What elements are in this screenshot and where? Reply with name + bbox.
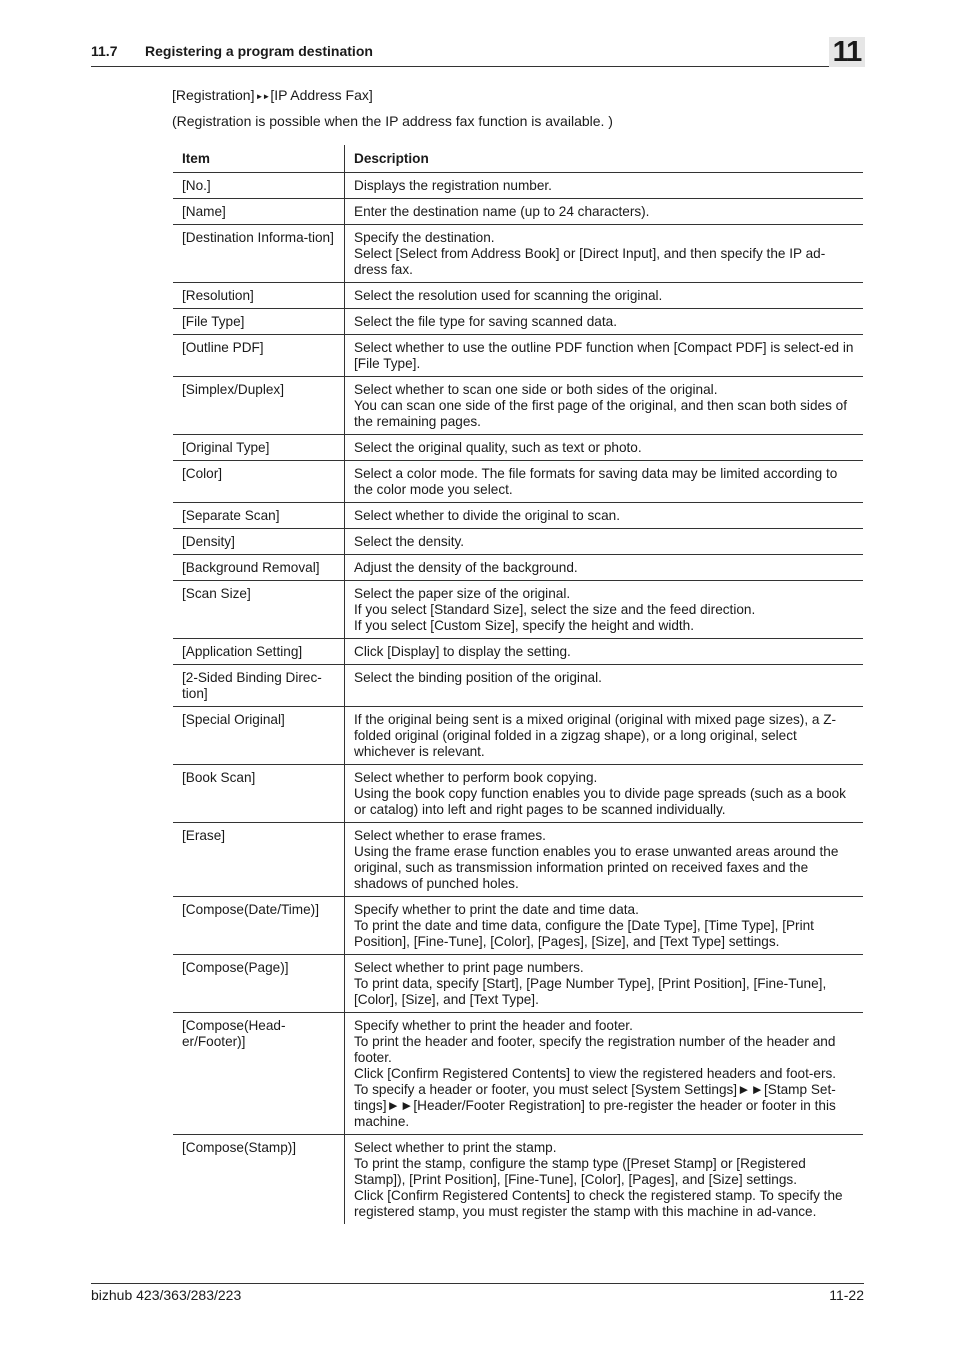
item-cell: [File Type]: [173, 309, 345, 335]
table-row: [173, 435, 863, 461]
item-cell: [Destination Informa-tion]: [173, 225, 345, 283]
description-cell: [345, 581, 864, 639]
description-cell: [345, 225, 864, 283]
description-line: Select a color mode. The file formats for saving data may be limited according to the color mode you select.: [354, 466, 838, 497]
item-cell: [No.]: [173, 173, 345, 199]
description-cell: [345, 309, 864, 335]
table-row: [173, 377, 863, 435]
description-line: Select the resolution used for scanning the original.: [354, 288, 663, 303]
table-row: [173, 309, 863, 335]
navigation-path: [172, 87, 373, 103]
description-line: Enter the destination name (up to 24 characters).: [354, 204, 650, 219]
description-line: Displays the registration number.: [354, 178, 552, 193]
description-line: Select whether to print page numbers.: [354, 960, 584, 975]
item-cell: [Application Setting]: [173, 639, 345, 665]
description-cell: [345, 823, 864, 897]
description-line: Adjust the density of the background.: [354, 560, 578, 575]
description-cell: [345, 555, 864, 581]
description-line: Click [Confirm Registered Contents] to check the registered stamp. To specify the registered stamp, you must register the stamp with this machine in ad-vance.: [354, 1188, 843, 1219]
item-cell: [Density]: [173, 529, 345, 555]
column-header-item: Item: [173, 145, 345, 173]
table-row: [173, 707, 863, 765]
description-line: To print data, specify [Start], [Page Number Type], [Print Position], [Fine-Tune], [Color], [Size], and [Text Type].: [354, 976, 827, 1007]
table-row: [173, 897, 863, 955]
description-line: If you select [Standard Size], select the size and the feed direction.: [354, 602, 756, 617]
description-line: To print the header and footer, specify the registration number of the header and footer.: [354, 1034, 836, 1065]
availability-note: (Registration is possible when the IP address fax function is available. ): [172, 113, 613, 129]
description-line: Specify whether to print the header and footer.: [354, 1018, 633, 1033]
description-cell: [345, 639, 864, 665]
table-row: [173, 581, 863, 639]
description-cell: [345, 897, 864, 955]
description-line: Select the paper size of the original.: [354, 586, 571, 601]
description-line: To specify a header or footer, you must select [System Settings]►►[Stamp Set-tings]►►[Header/Footer Registration] to pre-register the header or footer in this machine.: [354, 1082, 836, 1129]
description-cell: [345, 173, 864, 199]
description-line: Select whether to scan one side or both sides of the original.: [354, 382, 718, 397]
path-registration: [Registration]: [172, 87, 255, 103]
description-line: Specify whether to print the date and time data.: [354, 902, 639, 917]
item-cell: [Compose(Head-er/Footer)]: [173, 1013, 345, 1135]
description-line: Select whether to perform book copying.: [354, 770, 598, 785]
item-cell: [Erase]: [173, 823, 345, 897]
item-cell: [Book Scan]: [173, 765, 345, 823]
description-line: Select whether to erase frames.: [354, 828, 546, 843]
description-cell: [345, 707, 864, 765]
description-line: Using the book copy function enables you to divide page spreads (such as a book or catalog) into left and right pages to be scanned individually.: [354, 786, 846, 817]
description-cell: [345, 377, 864, 435]
description-cell: [345, 461, 864, 503]
item-cell: [2-Sided Binding Direc-tion]: [173, 665, 345, 707]
table-row: [173, 639, 863, 665]
item-cell: [Special Original]: [173, 707, 345, 765]
table-row: [173, 555, 863, 581]
table-body: [173, 173, 863, 1225]
item-cell: [Compose(Page)]: [173, 955, 345, 1013]
description-line: Select the binding position of the original.: [354, 670, 602, 685]
table-row: [173, 823, 863, 897]
description-cell: [345, 283, 864, 309]
page-footer: [91, 1283, 864, 1303]
settings-table: [173, 145, 863, 1224]
description-line: To print the date and time data, configure the [Date Type], [Time Type], [Print Position], [Fine-Tune], [Color], [Pages], [Size], and [Text Type] settings.: [354, 918, 814, 949]
description-line: Click [Confirm Registered Contents] to view the registered headers and foot-ers.: [354, 1066, 837, 1081]
description-cell: [345, 435, 864, 461]
item-cell: [Compose(Date/Time)]: [173, 897, 345, 955]
description-line: Click [Display] to display the setting.: [354, 644, 571, 659]
description-line: To print the stamp, configure the stamp type ([Preset Stamp] or [Registered Stamp]), [Print Position], [Fine-Tune], [Color], [Pages], and [Size] settings.: [354, 1156, 806, 1187]
item-cell: [Compose(Stamp)]: [173, 1135, 345, 1225]
description-line: If the original being sent is a mixed original (original with mixed page sizes), a Z-folded original (original folded in a zigzag shape), or a long original, select whichever is relevant.: [354, 712, 837, 759]
item-cell: [Color]: [173, 461, 345, 503]
description-line: Select the density.: [354, 534, 465, 549]
description-line: Select the file type for saving scanned data.: [354, 314, 617, 329]
description-cell: [345, 765, 864, 823]
table-row: [173, 173, 863, 199]
description-line: If you select [Custom Size], specify the height and width.: [354, 618, 695, 633]
column-header-description: Description: [345, 145, 864, 173]
description-line: Select whether to print the stamp.: [354, 1140, 557, 1155]
table-row: [173, 665, 863, 707]
path-arrow-icon: ►►: [255, 92, 270, 101]
table-row: [173, 503, 863, 529]
description-line: Select whether to use the outline PDF function when [Compact PDF] is select-ed in [File Type].: [354, 340, 854, 371]
table-row: [173, 335, 863, 377]
description-cell: [345, 503, 864, 529]
section-number: 11.7: [91, 43, 118, 59]
item-cell: [Simplex/Duplex]: [173, 377, 345, 435]
description-line: Select whether to divide the original to scan.: [354, 508, 620, 523]
table-row: [173, 283, 863, 309]
table-row: [173, 765, 863, 823]
item-cell: [Resolution]: [173, 283, 345, 309]
page-header: [91, 36, 864, 68]
description-line: You can scan one side of the first page of the original, and then scan both sides of the remaining pages.: [354, 398, 847, 429]
description-cell: [345, 1013, 864, 1135]
description-cell: [345, 665, 864, 707]
description-cell: [345, 529, 864, 555]
table-row: [173, 199, 863, 225]
item-cell: [Background Removal]: [173, 555, 345, 581]
table-row: [173, 1135, 863, 1225]
description-line: Select the original quality, such as text or photo.: [354, 440, 642, 455]
description-cell: [345, 955, 864, 1013]
table-row: [173, 955, 863, 1013]
path-ip-address-fax: [IP Address Fax]: [270, 87, 373, 103]
description-line: Using the frame erase function enables you to erase unwanted areas around the original, such as transmission information printed on received faxes and the shadows of punched holes.: [354, 844, 839, 891]
table-row: [173, 529, 863, 555]
section-title: Registering a program destination: [145, 43, 373, 59]
table-row: [173, 461, 863, 503]
item-cell: [Original Type]: [173, 435, 345, 461]
item-cell: [Scan Size]: [173, 581, 345, 639]
item-cell: [Separate Scan]: [173, 503, 345, 529]
item-cell: [Name]: [173, 199, 345, 225]
table-row: [173, 225, 863, 283]
description-line: Select [Select from Address Book] or [Direct Input], and then specify the IP ad-dress fax.: [354, 246, 826, 277]
page-number: 11-22: [829, 1287, 864, 1303]
table-header-row: [173, 145, 863, 173]
description-cell: [345, 335, 864, 377]
table-row: [173, 1013, 863, 1135]
description-cell: [345, 1135, 864, 1225]
item-cell: [Outline PDF]: [173, 335, 345, 377]
description-cell: [345, 199, 864, 225]
chapter-badge: 11: [829, 37, 865, 67]
description-line: Specify the destination.: [354, 230, 495, 245]
model-name: bizhub 423/363/283/223: [91, 1287, 242, 1303]
